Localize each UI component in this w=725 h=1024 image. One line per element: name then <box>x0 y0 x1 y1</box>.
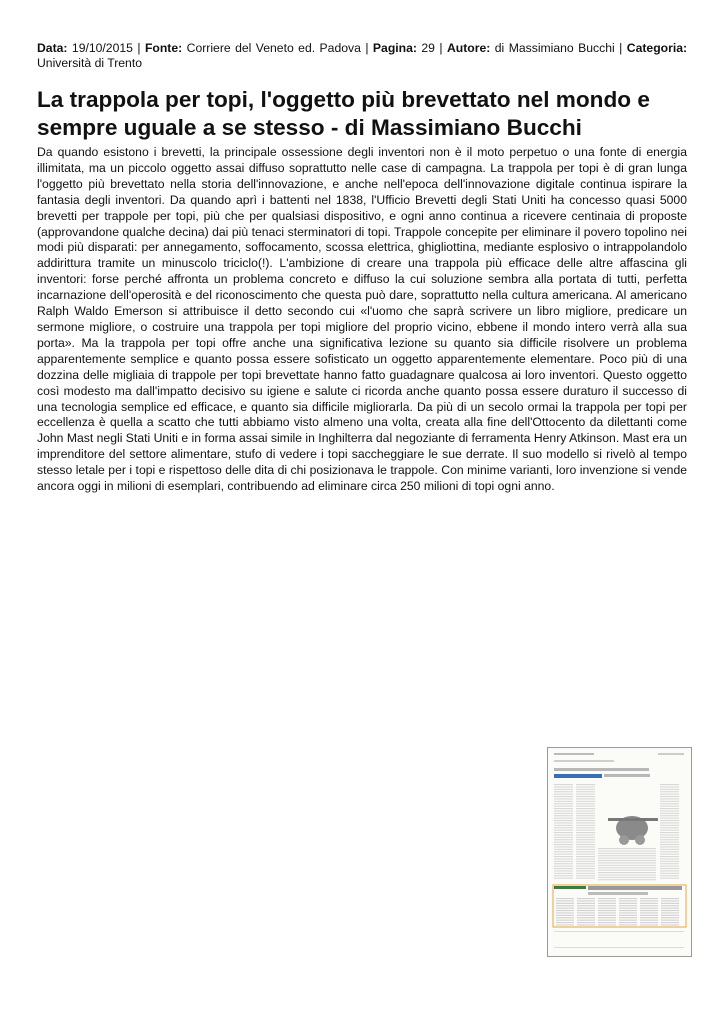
separator: | <box>619 41 623 55</box>
metadata-block <box>37 41 687 71</box>
page-value: 29 <box>421 41 435 55</box>
source-label: Fonte: <box>144 41 183 55</box>
separator: | <box>365 41 369 55</box>
date-value: 19/10/2015 <box>71 41 133 55</box>
category-value: Università di Trento <box>37 56 142 70</box>
separator: | <box>137 41 141 55</box>
newspaper-page-thumbnail <box>547 747 692 957</box>
article-title: La trappola per topi, l'oggetto più brevettato nel mondo e sempre uguale a se stesso - di Massimiano Bucchi <box>37 87 650 140</box>
author-label: Autore: <box>447 41 491 55</box>
source-value: Corriere del Veneto ed. Padova <box>186 41 361 55</box>
category-label: Categoria: <box>626 41 688 55</box>
date-label: Data: <box>37 41 68 55</box>
author-value: di Massimiano Bucchi <box>494 41 615 55</box>
separator: | <box>439 41 443 55</box>
page-label: Pagina: <box>372 41 417 55</box>
article-body: Da quando esistono i brevetti, la principale ossessione degli inventori non è il moto perpetuo o una fonte di energia illimitata, ma un piccolo oggetto assai diffuso soprattutto nelle case di campagna. La trappola per topi è di gran lunga l'oggetto più brevettato nella storia dell'innovazione, e anche nell'epoca dell'innovazione digitale continua ispirare la fantasia degli inventori. Da quando aprì i battenti nel 1838, l'Ufficio Brevetti degli Stati Uniti ha concesso quasi 5000 brevetti per trappole per topi, più che per qualsiasi dispositivo, e ogni anno continua a ricevere centinaia di proposte (approvandone qualche decina) dai più tenaci sterminatori di topi. Trappole concepite per eliminare il povero topolino nei modi più disparati: per annegamento, soffocamento, scossa elettrica, ghigliottina, mediante esplosivo o intrappolandolo addirittura tramite un minuscolo triciclo(!). L'ambizione di creare una trappola più efficace delle altre affascina gli inventori: forse perché affronta un problema concreto e diffuso la cui soluzione sembra alla portata di tutti, perfetta incarnazione dell'operosità e del riconoscimento che questa può dare, soprattutto nella cultura americana. Al americano Ralph Waldo Emerson si attribuisce il detto secondo cui «l'uomo che saprà scrivere un libro migliore, predicare un sermone migliore, o costruire una trappola per topi migliore del proprio vicino, ebbene il mondo intero verrà alla sua porta». Ma la trappola per topi offre anche una significativa lezione su quanto sia difficile risolvere un problema apparentemente semplice e quanto possa essere sofisticato un oggetto apparentemente elementare. Poco più di una dozzina delle migliaia di trappole per topi brevettate hanno fatto guadagnare qualcosa ai loro inventori. Questo oggetto così modesto ma dall'impatto decisivo su igiene e salute ci ricorda anche quanto possa essere duraturo il successo di una tecnologia semplice ed efficace, e quanto sia difficile migliorarla. Da più di un secolo ormai la trappola per topi per eccellenza è quella a scatto che tutti abbiamo visto almeno una volta, creata alla fine dell'Ottocento da dilettanti come John Mast negli Stati Uniti e in forma assai simile in Inghilterra dal negoziante di ferramenta Henry Atkinson. Mast era un imprenditore del settore alimentare, stufo di vedere i topi saccheggiare le sue derrate. Il suo modello si rivelò al tempo stesso letale per i topi e rispettoso delle dita di chi posizionava le trappole. Con minime varianti, loro invenzione si vende ancora oggi in milioni di esemplari, contribuendo ad eliminare circa 250 milioni di topi ogni anno. <box>37 145 687 494</box>
newspaper-page-thumbnail-image <box>548 748 691 956</box>
